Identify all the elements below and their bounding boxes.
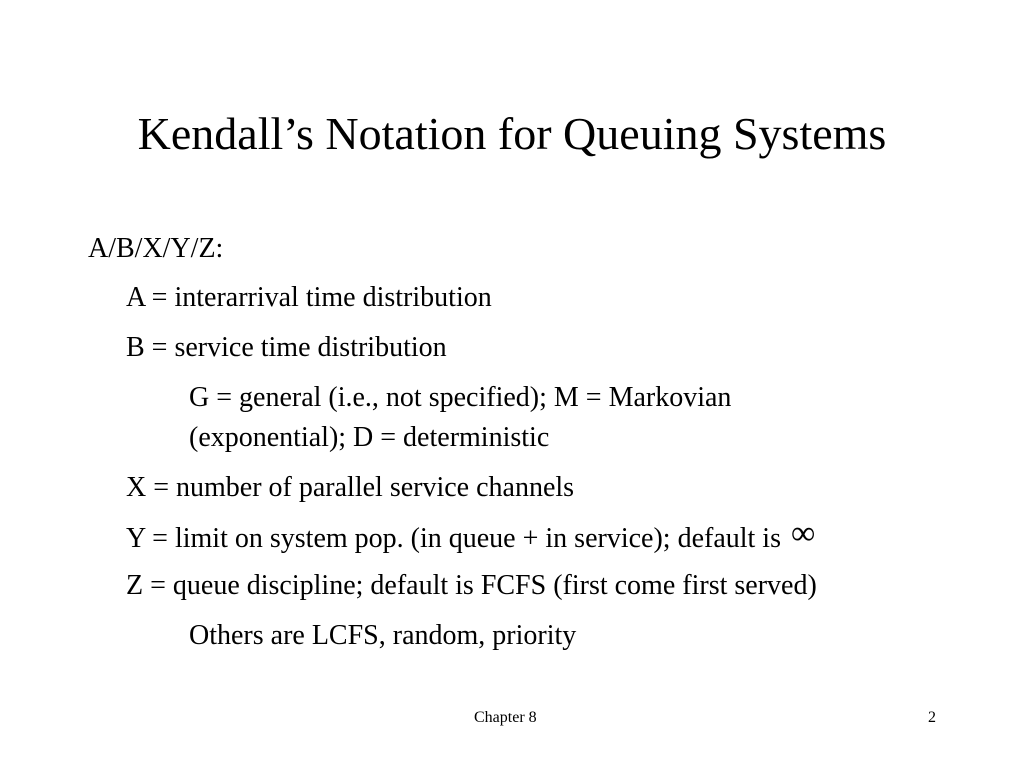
definition-x: X = number of parallel service channels	[126, 472, 575, 503]
definition-y-text: Y = limit on system pop. (in queue + in service); default is	[126, 523, 781, 554]
slide-title: Kendall’s Notation for Queuing Systems	[137, 108, 887, 159]
distribution-types-line-2: (exponential); D = deterministic	[189, 422, 550, 453]
notation-heading: A/B/X/Y/Z:	[88, 233, 224, 264]
infinity-symbol: ∞	[790, 515, 816, 552]
definition-b: B = service time distribution	[126, 332, 447, 363]
distribution-types-line-1: G = general (i.e., not specified); M = Markovian	[189, 382, 732, 413]
definition-y	[126, 515, 816, 556]
other-disciplines: Others are LCFS, random, priority	[189, 620, 577, 651]
footer-page-number: 2	[928, 709, 936, 726]
definition-a: A = interarrival time distribution	[126, 282, 492, 313]
footer-chapter: Chapter 8	[474, 709, 537, 726]
definition-z: Z = queue discipline; default is FCFS (first come first served)	[126, 570, 817, 601]
